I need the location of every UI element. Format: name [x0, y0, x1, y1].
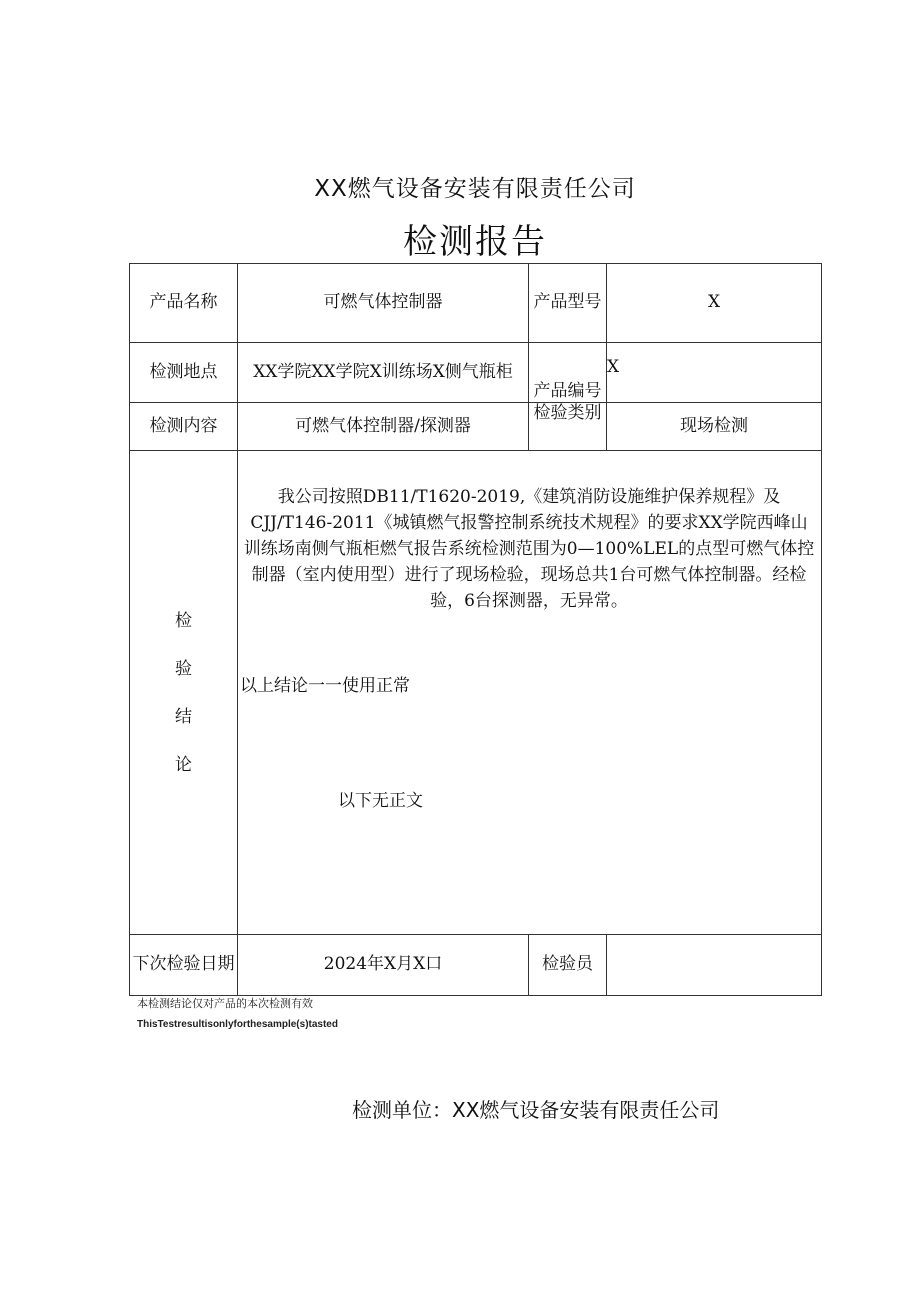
inspection-unit-signature: 检测单位：XX燃气设备安装有限责任公司	[352, 1098, 720, 1122]
inspection-type-label: 检验类别	[529, 403, 607, 451]
row-product-name	[130, 264, 822, 343]
content-label: 检测内容	[130, 403, 238, 451]
inspector-value	[607, 935, 822, 996]
next-date-value: 2024年X月X口	[238, 935, 529, 996]
product-model-value: X	[607, 264, 822, 343]
next-date-label: 下次检验日期	[130, 935, 238, 996]
conclusion-label: 检验结论	[174, 610, 192, 775]
conclusion-text: 我公司按照DB11/T1620-2019,《建筑消防设施维护保养规程》及CJJ/T146-2011《城镇燃气报警控制系统技术规程》的要求XX学院西峰山训练场南侧气瓶柜燃气报告系统检测范围为0—100%LEL的点型可燃气体控制器（室内使用型）进行了现场检验，现场总共1台可燃气体控制器。经检验，6台探测器，无异常。	[243, 487, 815, 611]
product-name-value: 可燃气体控制器	[238, 264, 529, 343]
row-conclusion	[130, 451, 822, 935]
conclusion-label-cell	[130, 451, 238, 935]
conclusion-cell	[238, 451, 822, 935]
no-more-text: 以下无正文	[338, 791, 423, 811]
conclusion-result: 以上结论一一使用正常	[240, 676, 410, 696]
inspection-type-value: 现场检测	[607, 403, 822, 451]
product-serial-value: X	[607, 343, 822, 403]
location-value: XX学院XX学院X训练场X侧气瓶柜	[238, 343, 529, 403]
inspector-label: 检验员	[529, 935, 607, 996]
product-name-label: 产品名称	[130, 264, 238, 343]
row-next-date	[130, 935, 822, 996]
row-content	[130, 403, 822, 451]
validity-note-en: ThisTestresultisonlyforthesample(s)tasted	[137, 1019, 338, 1030]
company-name: XX燃气设备安装有限责任公司	[314, 176, 636, 202]
row-location	[130, 343, 822, 403]
product-serial-label: 产品编号	[529, 343, 607, 403]
content-value: 可燃气体控制器/探测器	[238, 403, 529, 451]
report-table	[129, 263, 822, 996]
product-model-label: 产品型号	[529, 264, 607, 343]
report-title: 检测报告	[403, 222, 547, 262]
validity-note-cn: 本检测结论仅对产品的本次检测有效	[137, 997, 313, 1010]
location-label: 检测地点	[130, 343, 238, 403]
